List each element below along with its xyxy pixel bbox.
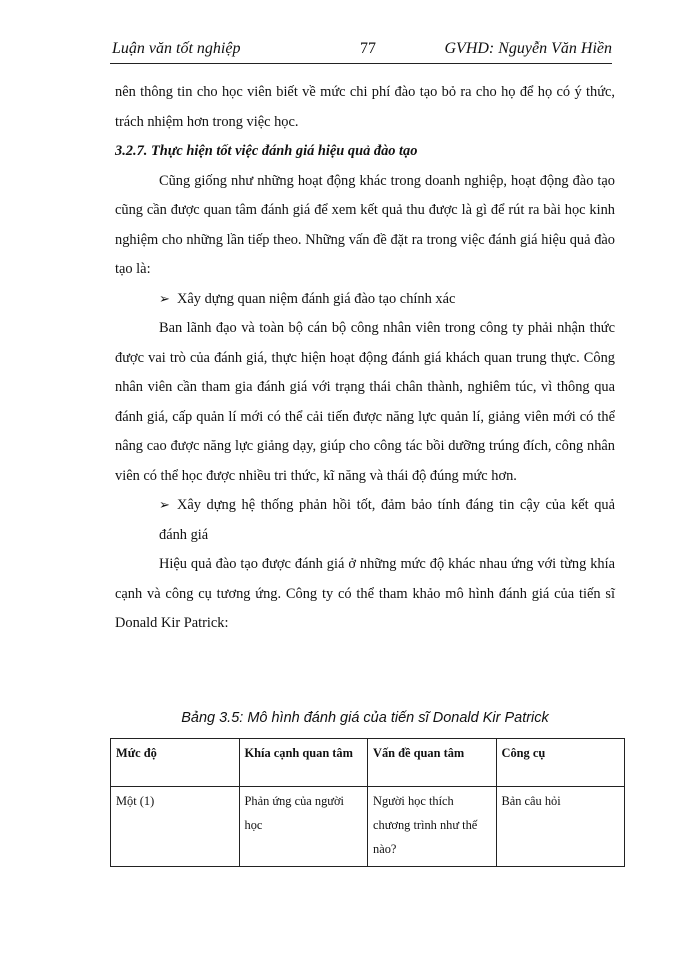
table-cell: Người học thích chương trình như thế nào? bbox=[368, 787, 497, 867]
page-body bbox=[115, 78, 615, 639]
table-cell: Phản ứng của người học bbox=[239, 787, 368, 867]
table-row bbox=[111, 787, 625, 867]
table-header-cell: Công cụ bbox=[496, 739, 625, 787]
table-header-cell: Vấn đề quan tâm bbox=[368, 739, 497, 787]
table-header-cell: Mức độ bbox=[111, 739, 240, 787]
paragraph: nên thông tin cho học viên biết về mức chi phí đào tạo bỏ ra cho họ để họ có ý thức, trách nhiệm hơn trong việc học. bbox=[115, 84, 615, 130]
arrow-bullet-icon: ➢ bbox=[159, 498, 170, 513]
table-header-cell: Khía cạnh quan tâm bbox=[239, 739, 368, 787]
header-title: Luận văn tốt nghiệp bbox=[112, 40, 241, 57]
evaluation-model-table bbox=[110, 738, 625, 867]
table-caption: Bảng 3.5: Mô hình đánh giá của tiến sĩ Donald Kir Patrick bbox=[181, 710, 549, 726]
section-heading: 3.2.7. Thực hiện tốt việc đánh giá hiệu quả đào tạo bbox=[115, 143, 418, 159]
table-header-row bbox=[111, 739, 625, 787]
page-number: 77 bbox=[360, 40, 376, 57]
table-cell: Bản câu hỏi bbox=[496, 787, 625, 867]
bullet-text: Xây dựng quan niệm đánh giá đào tạo chính xác bbox=[177, 290, 456, 307]
paragraph: Cũng giống như những hoạt động khác trong doanh nghiệp, hoạt động đào tạo cũng cần được quan tâm đánh giá để xem kết quả thu được là gì để rút ra bài học kinh nghiệm cho những lần tiếp theo. Những vấn đề đặt ra trong việc đánh giá hiệu quả đào tạo là: bbox=[115, 172, 615, 277]
page-header bbox=[110, 40, 612, 64]
header-advisor: GVHD: Nguyễn Văn Hiền bbox=[444, 40, 612, 57]
bullet-item bbox=[115, 491, 615, 550]
bullet-item bbox=[115, 285, 615, 315]
bullet-text: Xây dựng hệ thống phản hồi tốt, đảm bảo tính đáng tin cậy của kết quả đánh giá bbox=[159, 497, 615, 543]
table-cell: Một (1) bbox=[111, 787, 240, 867]
paragraph: Hiệu quả đào tạo được đánh giá ở những mức độ khác nhau ứng với từng khía cạnh và công cụ tương ứng. Công ty có thể tham khảo mô hình đánh giá của tiến sĩ Donald Kir Patrick: bbox=[115, 556, 615, 631]
header-rule bbox=[110, 63, 612, 64]
arrow-bullet-icon: ➢ bbox=[159, 291, 170, 307]
paragraph: Ban lãnh đạo và toàn bộ cán bộ công nhân viên trong công ty phải nhận thức được vai trò của đánh giá, thực hiện hoạt động đánh giá khách quan trung thực. Công nhân viên cần tham gia đánh giá với trạng thái chân thành, nghiêm túc, vì thông qua đánh giá, cấp quản lí mới có thể cải tiến được năng lực quản lí, giảng viên mới có thể nâng cao được năng lực giảng dạy, giúp cho công tác bồi dưỡng trúng đích, công nhân viên có thể học được nhiều tri thức, kĩ năng và thái độ đúng mức hơn. bbox=[115, 320, 615, 484]
